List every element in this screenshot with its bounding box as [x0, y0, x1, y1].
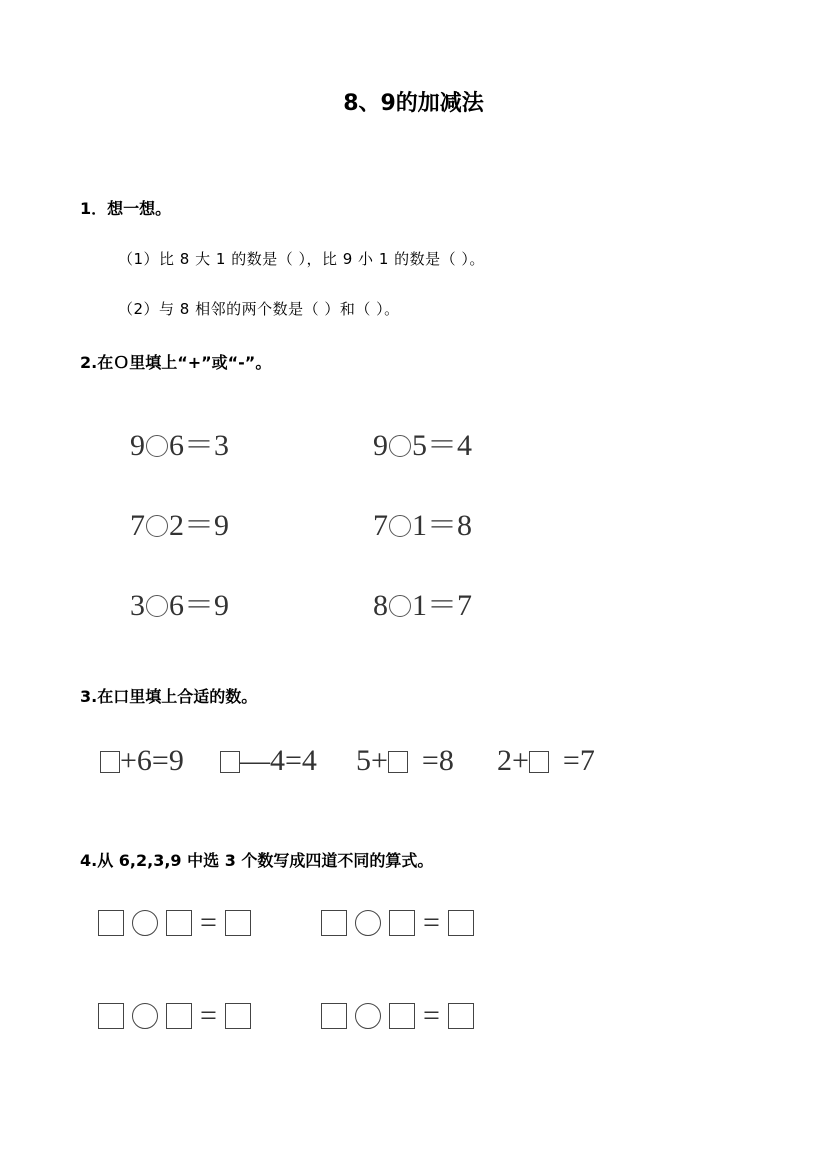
equation-2: 9 5＝4 — [373, 429, 472, 462]
formula-row-1-left — [98, 906, 251, 939]
number-box[interactable] — [321, 910, 347, 936]
operator-circle[interactable] — [355, 1003, 381, 1029]
equation-operand-a: 7 — [373, 509, 388, 542]
equation-result: 4 — [457, 429, 472, 462]
fill-equation-4 — [497, 744, 595, 778]
operator-circle[interactable] — [132, 910, 158, 936]
operator-circle[interactable] — [146, 515, 168, 537]
answer-box[interactable] — [220, 751, 240, 773]
number-box[interactable] — [389, 1003, 415, 1029]
equation-operand-a: 7 — [130, 509, 145, 542]
equals-sign: = — [200, 999, 217, 1032]
equation-6: 8 1＝7 — [373, 589, 472, 622]
equals-sign: = — [200, 906, 217, 939]
number-box[interactable] — [98, 1003, 124, 1029]
equation-operand-a: 9 — [373, 429, 388, 462]
equation-5: 3 6＝9 — [130, 589, 229, 622]
equation-result: 7 — [457, 589, 472, 622]
question-4-heading: 4.从 6,2,3,9 中选 3 个数写成四道不同的算式。 — [80, 851, 434, 870]
formula-row-2-right — [321, 999, 474, 1032]
formula-row-1-right — [321, 906, 474, 939]
equation-operand-b: 6 — [169, 429, 184, 462]
equation-operand-b: 6 — [169, 589, 184, 622]
equation-1: 9 6＝3 — [130, 429, 229, 462]
operator-circle[interactable] — [132, 1003, 158, 1029]
operator-circle[interactable] — [389, 595, 411, 617]
equation-operand-a: 9 — [130, 429, 145, 462]
number-box[interactable] — [321, 1003, 347, 1029]
number-box[interactable] — [389, 910, 415, 936]
equation-text: +6=9 — [120, 744, 184, 777]
question-1-heading: 1．想一想。 — [80, 199, 172, 218]
equation-operand-a: 3 — [130, 589, 145, 622]
result-box[interactable] — [448, 910, 474, 936]
fill-equation-1 — [100, 744, 184, 778]
equation-3: 7 2＝9 — [130, 509, 229, 542]
operator-circle[interactable] — [389, 515, 411, 537]
equation-operand-b: 1 — [412, 589, 427, 622]
equation-result: 8 — [457, 509, 472, 542]
result-box[interactable] — [448, 1003, 474, 1029]
equation-result: 9 — [214, 509, 229, 542]
answer-box[interactable] — [100, 751, 120, 773]
equation-4: 7 1＝8 — [373, 509, 472, 542]
operator-circle[interactable] — [146, 435, 168, 457]
result-box[interactable] — [225, 1003, 251, 1029]
equals-sign: = — [423, 999, 440, 1032]
operator-circle[interactable] — [355, 910, 381, 936]
equals-sign: = — [423, 906, 440, 939]
equation-result: 3 — [214, 429, 229, 462]
answer-box[interactable] — [529, 751, 549, 773]
number-box[interactable] — [166, 1003, 192, 1029]
equation-operand-b: 5 — [412, 429, 427, 462]
page-title: 8、9的加减法 — [343, 91, 484, 116]
equation-result: 9 — [214, 589, 229, 622]
result-box[interactable] — [225, 910, 251, 936]
fill-equation-3 — [356, 744, 454, 778]
question-1-item-1: （1）比 8 大 1 的数是（ ），比 9 小 1 的数是（ ）。 — [118, 250, 485, 268]
fill-equation-2 — [220, 744, 317, 778]
number-box[interactable] — [98, 910, 124, 936]
operator-circle[interactable] — [146, 595, 168, 617]
equation-text: —4=4 — [240, 744, 317, 777]
equation-text: 5+ — [356, 744, 388, 777]
equation-operand-a: 8 — [373, 589, 388, 622]
question-3-heading: 3.在口里填上合适的数。 — [80, 687, 258, 706]
equation-text: =7 — [562, 744, 595, 777]
equation-operand-b: 1 — [412, 509, 427, 542]
question-1-item-2: （2）与 8 相邻的两个数是（ ）和（ ）。 — [118, 300, 400, 318]
operator-circle[interactable] — [389, 435, 411, 457]
answer-box[interactable] — [388, 751, 408, 773]
equation-text: =8 — [421, 744, 454, 777]
equation-operand-b: 2 — [169, 509, 184, 542]
equation-text: 2+ — [497, 744, 529, 777]
question-2-heading: 2.在Ｏ里填上“+”或“-”。 — [80, 353, 272, 372]
number-box[interactable] — [166, 910, 192, 936]
formula-row-2-left — [98, 999, 251, 1032]
